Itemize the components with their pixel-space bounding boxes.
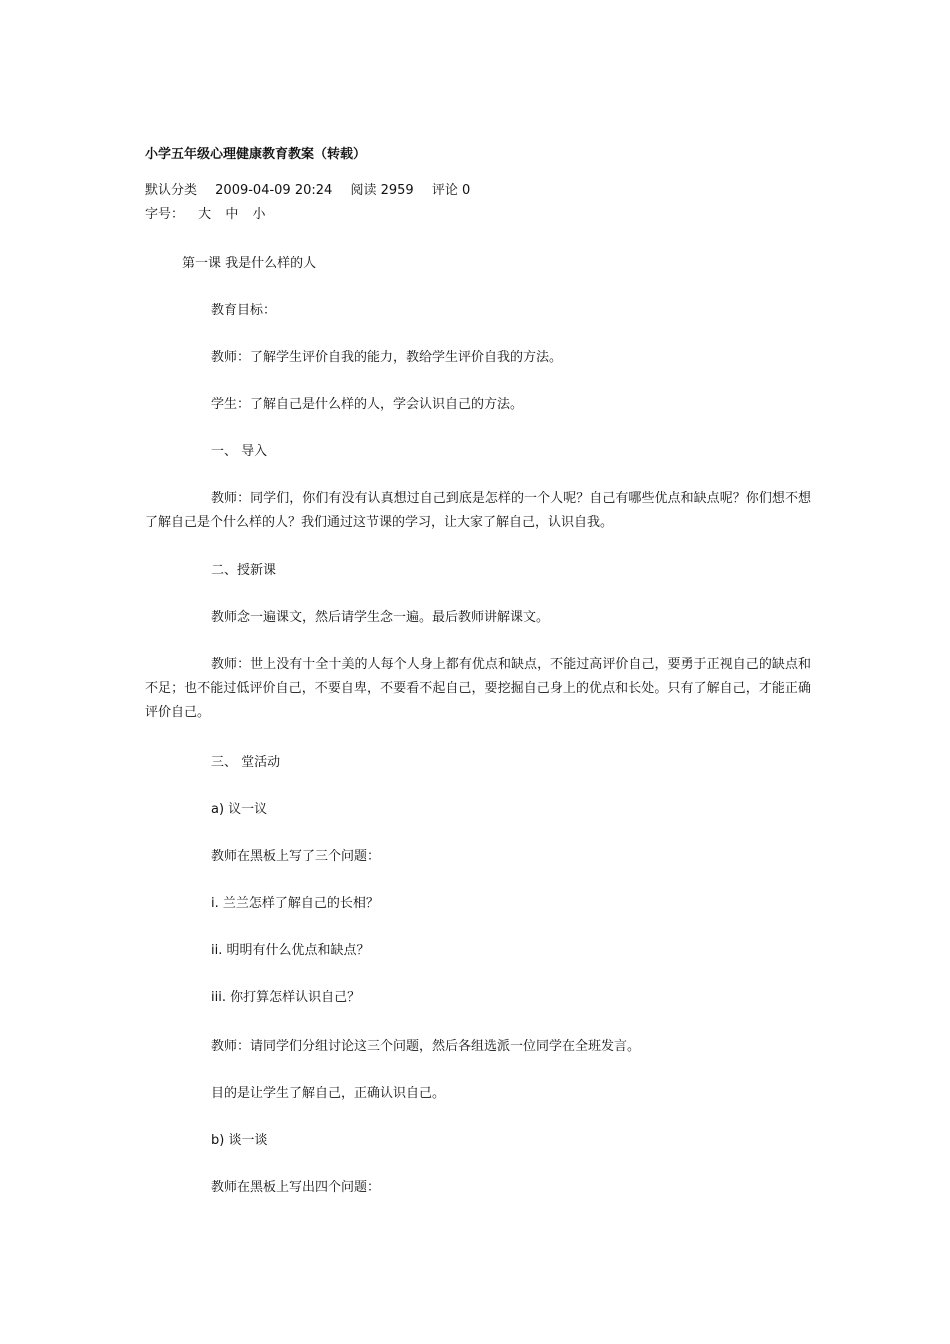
section-heading-new-lesson: 二、授新课 — [211, 563, 277, 578]
activity-b-heading: b) 谈一谈 — [211, 1133, 268, 1148]
section-intro-text: 教师：同学们，你们有没有认真想过自己到底是怎样的一个人呢？自己有哪些优点和缺点呢？你们想不想了解自己是个什么样的人？我们通过这节课的学习，让大家了解自己，认识自我。 — [145, 491, 811, 530]
section-new-lesson-text-2: 教师：世上没有十全十美的人每个人身上都有优点和缺点，不能过高评价自己，要勇于正视自己的缺点和不足；也不能过低评价自己，不要自卑，不要看不起自己，要挖掘自己身上的优点和长处。只有了解自己，才能正确评价自己。 — [145, 657, 811, 720]
font-size-label: 字号： — [145, 207, 185, 222]
comment-count[interactable]: 评论 0 — [431, 183, 471, 198]
activity-a-intro: 教师在黑板上写了三个问题： — [211, 849, 381, 864]
activity-a-heading: a) 议一议 — [211, 802, 268, 817]
lesson-title: 第一课 我是什么样的人 — [182, 256, 317, 271]
font-size-selector — [145, 207, 275, 223]
section-heading-activity: 三、 堂活动 — [211, 755, 281, 770]
font-size-small-button[interactable]: 小 — [252, 207, 266, 222]
post-datetime: 2009-04-09 20:24 — [215, 183, 333, 198]
question-iii: iii. 你打算怎样认识自己？ — [211, 990, 361, 1005]
article-title: 小学五年级心理健康教育教案（转载） — [145, 147, 367, 162]
activity-a-purpose: 目的是让学生了解自己，正确认识自己。 — [211, 1086, 446, 1101]
category-link[interactable]: 默认分类 — [145, 183, 198, 198]
font-size-large-button[interactable]: 大 — [198, 207, 212, 222]
question-ii: ii. 明明有什么优点和缺点？ — [211, 943, 370, 958]
activity-a-instruction: 教师：请同学们分组讨论这三个问题，然后各组选派一位同学在全班发言。 — [211, 1039, 641, 1054]
article-meta — [145, 183, 484, 199]
section-new-lesson-text-1: 教师念一遍课文，然后请学生念一遍。最后教师讲解课文。 — [211, 610, 550, 625]
activity-b-intro: 教师在黑板上写出四个问题： — [211, 1180, 381, 1195]
goal-teacher: 教师：了解学生评价自我的能力，教给学生评价自我的方法。 — [211, 350, 563, 365]
section-heading-intro: 一、 导入 — [211, 444, 268, 459]
goal-student: 学生：了解自己是什么样的人，学会认识自己的方法。 — [211, 397, 524, 412]
question-i: i. 兰兰怎样了解自己的长相？ — [211, 896, 379, 911]
font-size-medium-button[interactable]: 中 — [225, 207, 239, 222]
read-count: 阅读 2959 — [350, 183, 414, 198]
goal-heading: 教育目标： — [211, 303, 277, 318]
